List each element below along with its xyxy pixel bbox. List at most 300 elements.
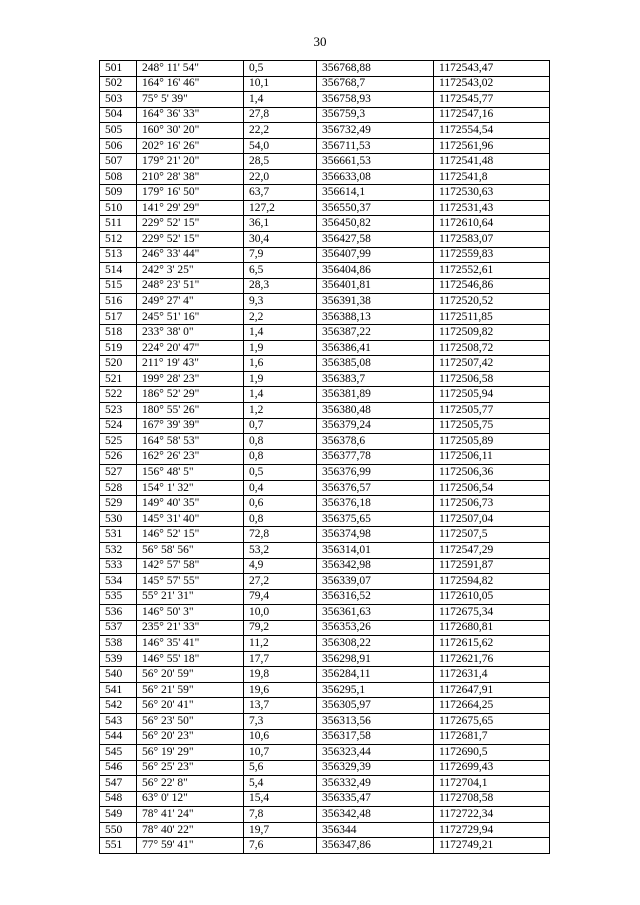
bearing-cell: 56° 21' 59" xyxy=(137,682,244,698)
table-row xyxy=(100,636,550,652)
y-coordinate-cell: 1172675,34 xyxy=(434,605,550,621)
bearing-cell: 145° 31' 40" xyxy=(137,511,244,527)
table-row xyxy=(100,154,550,170)
y-coordinate-cell: 1172594,82 xyxy=(434,574,550,590)
distance-cell: 13,7 xyxy=(244,698,317,714)
point-number-cell: 548 xyxy=(100,791,137,807)
coordinates-table xyxy=(99,60,550,854)
y-coordinate-cell: 1172543,47 xyxy=(434,61,550,77)
table-row xyxy=(100,496,550,512)
x-coordinate-cell: 356339,07 xyxy=(317,574,434,590)
point-number-cell: 543 xyxy=(100,713,137,729)
x-coordinate-cell: 356342,48 xyxy=(317,807,434,823)
distance-cell: 5,4 xyxy=(244,776,317,792)
distance-cell: 53,2 xyxy=(244,542,317,558)
x-coordinate-cell: 356404,86 xyxy=(317,263,434,279)
table-row xyxy=(100,511,550,527)
distance-cell: 30,4 xyxy=(244,232,317,248)
table-row xyxy=(100,729,550,745)
point-number-cell: 536 xyxy=(100,605,137,621)
y-coordinate-cell: 1172507,04 xyxy=(434,511,550,527)
point-number-cell: 501 xyxy=(100,61,137,77)
x-coordinate-cell: 356614,1 xyxy=(317,185,434,201)
x-coordinate-cell: 356378,6 xyxy=(317,434,434,450)
y-coordinate-cell: 1172541,48 xyxy=(434,154,550,170)
table-row xyxy=(100,574,550,590)
point-number-cell: 504 xyxy=(100,107,137,123)
distance-cell: 0,5 xyxy=(244,61,317,77)
bearing-cell: 149° 40' 35" xyxy=(137,496,244,512)
table-row xyxy=(100,605,550,621)
distance-cell: 1,2 xyxy=(244,403,317,419)
x-coordinate-cell: 356401,81 xyxy=(317,278,434,294)
x-coordinate-cell: 356317,58 xyxy=(317,729,434,745)
table-row xyxy=(100,263,550,279)
distance-cell: 10,7 xyxy=(244,745,317,761)
table-row xyxy=(100,403,550,419)
point-number-cell: 528 xyxy=(100,480,137,496)
y-coordinate-cell: 1172506,11 xyxy=(434,449,550,465)
point-number-cell: 542 xyxy=(100,698,137,714)
bearing-cell: 242° 3' 25" xyxy=(137,263,244,279)
x-coordinate-cell: 356375,65 xyxy=(317,511,434,527)
distance-cell: 9,3 xyxy=(244,294,317,310)
table-row xyxy=(100,232,550,248)
point-number-cell: 511 xyxy=(100,216,137,232)
x-coordinate-cell: 356332,49 xyxy=(317,776,434,792)
point-number-cell: 515 xyxy=(100,278,137,294)
x-coordinate-cell: 356347,86 xyxy=(317,838,434,854)
distance-cell: 7,6 xyxy=(244,838,317,854)
x-coordinate-cell: 356353,26 xyxy=(317,620,434,636)
bearing-cell: 146° 55' 18" xyxy=(137,651,244,667)
y-coordinate-cell: 1172505,89 xyxy=(434,434,550,450)
distance-cell: 5,6 xyxy=(244,760,317,776)
table-row xyxy=(100,527,550,543)
distance-cell: 79,4 xyxy=(244,589,317,605)
distance-cell: 15,4 xyxy=(244,791,317,807)
distance-cell: 79,2 xyxy=(244,620,317,636)
distance-cell: 28,5 xyxy=(244,154,317,170)
x-coordinate-cell: 356344 xyxy=(317,822,434,838)
point-number-cell: 544 xyxy=(100,729,137,745)
distance-cell: 10,1 xyxy=(244,76,317,92)
x-coordinate-cell: 356427,58 xyxy=(317,232,434,248)
table-row xyxy=(100,216,550,232)
table-row xyxy=(100,294,550,310)
distance-cell: 19,7 xyxy=(244,822,317,838)
y-coordinate-cell: 1172722,34 xyxy=(434,807,550,823)
point-number-cell: 508 xyxy=(100,169,137,185)
bearing-cell: 56° 22' 8" xyxy=(137,776,244,792)
x-coordinate-cell: 356376,99 xyxy=(317,465,434,481)
point-number-cell: 518 xyxy=(100,325,137,341)
x-coordinate-cell: 356377,78 xyxy=(317,449,434,465)
bearing-cell: 56° 58' 56" xyxy=(137,542,244,558)
x-coordinate-cell: 356342,98 xyxy=(317,558,434,574)
distance-cell: 36,1 xyxy=(244,216,317,232)
table-row xyxy=(100,465,550,481)
x-coordinate-cell: 356361,63 xyxy=(317,605,434,621)
point-number-cell: 530 xyxy=(100,511,137,527)
table-row xyxy=(100,200,550,216)
distance-cell: 0,8 xyxy=(244,449,317,465)
bearing-cell: 162° 26' 23" xyxy=(137,449,244,465)
y-coordinate-cell: 1172508,72 xyxy=(434,340,550,356)
bearing-cell: 77° 59' 41" xyxy=(137,838,244,854)
bearing-cell: 75° 5' 39" xyxy=(137,92,244,108)
bearing-cell: 180° 55' 26" xyxy=(137,403,244,419)
bearing-cell: 248° 11' 54" xyxy=(137,61,244,77)
distance-cell: 28,3 xyxy=(244,278,317,294)
x-coordinate-cell: 356329,39 xyxy=(317,760,434,776)
y-coordinate-cell: 1172615,62 xyxy=(434,636,550,652)
point-number-cell: 535 xyxy=(100,589,137,605)
distance-cell: 1,4 xyxy=(244,387,317,403)
distance-cell: 0,8 xyxy=(244,434,317,450)
y-coordinate-cell: 1172621,76 xyxy=(434,651,550,667)
table-row xyxy=(100,713,550,729)
distance-cell: 1,4 xyxy=(244,325,317,341)
bearing-cell: 160° 30' 20" xyxy=(137,123,244,139)
bearing-cell: 167° 39' 39" xyxy=(137,418,244,434)
point-number-cell: 519 xyxy=(100,340,137,356)
bearing-cell: 56° 23' 50" xyxy=(137,713,244,729)
table-row xyxy=(100,278,550,294)
y-coordinate-cell: 1172545,77 xyxy=(434,92,550,108)
x-coordinate-cell: 356316,52 xyxy=(317,589,434,605)
point-number-cell: 523 xyxy=(100,403,137,419)
bearing-cell: 229° 52' 15" xyxy=(137,216,244,232)
x-coordinate-cell: 356284,11 xyxy=(317,667,434,683)
y-coordinate-cell: 1172541,8 xyxy=(434,169,550,185)
table-row xyxy=(100,371,550,387)
bearing-cell: 142° 57' 58" xyxy=(137,558,244,574)
page-number: 30 xyxy=(313,34,327,49)
x-coordinate-cell: 356308,22 xyxy=(317,636,434,652)
distance-cell: 7,9 xyxy=(244,247,317,263)
point-number-cell: 520 xyxy=(100,356,137,372)
x-coordinate-cell: 356386,41 xyxy=(317,340,434,356)
x-coordinate-cell: 356314,01 xyxy=(317,542,434,558)
table-row xyxy=(100,558,550,574)
point-number-cell: 526 xyxy=(100,449,137,465)
distance-cell: 63,7 xyxy=(244,185,317,201)
y-coordinate-cell: 1172610,64 xyxy=(434,216,550,232)
x-coordinate-cell: 356376,57 xyxy=(317,480,434,496)
bearing-cell: 233° 38' 0" xyxy=(137,325,244,341)
distance-cell: 0,6 xyxy=(244,496,317,512)
table-row xyxy=(100,838,550,854)
bearing-cell: 229° 52' 15" xyxy=(137,232,244,248)
bearing-cell: 56° 20' 41" xyxy=(137,698,244,714)
point-number-cell: 550 xyxy=(100,822,137,838)
distance-cell: 19,6 xyxy=(244,682,317,698)
bearing-cell: 141° 29' 29" xyxy=(137,200,244,216)
y-coordinate-cell: 1172583,07 xyxy=(434,232,550,248)
y-coordinate-cell: 1172647,91 xyxy=(434,682,550,698)
distance-cell: 1,9 xyxy=(244,371,317,387)
x-coordinate-cell: 356661,53 xyxy=(317,154,434,170)
bearing-cell: 78° 40' 22" xyxy=(137,822,244,838)
y-coordinate-cell: 1172506,73 xyxy=(434,496,550,512)
distance-cell: 1,9 xyxy=(244,340,317,356)
distance-cell: 2,2 xyxy=(244,309,317,325)
distance-cell: 7,8 xyxy=(244,807,317,823)
bearing-cell: 199° 28' 23" xyxy=(137,371,244,387)
y-coordinate-cell: 1172505,77 xyxy=(434,403,550,419)
x-coordinate-cell: 356758,93 xyxy=(317,92,434,108)
bearing-cell: 202° 16' 26" xyxy=(137,138,244,154)
table-row xyxy=(100,107,550,123)
distance-cell: 72,8 xyxy=(244,527,317,543)
distance-cell: 54,0 xyxy=(244,138,317,154)
point-number-cell: 529 xyxy=(100,496,137,512)
table-row xyxy=(100,76,550,92)
x-coordinate-cell: 356376,18 xyxy=(317,496,434,512)
bearing-cell: 164° 58' 53" xyxy=(137,434,244,450)
x-coordinate-cell: 356768,7 xyxy=(317,76,434,92)
bearing-cell: 63° 0' 12" xyxy=(137,791,244,807)
bearing-cell: 154° 1' 32" xyxy=(137,480,244,496)
bearing-cell: 179° 21' 20" xyxy=(137,154,244,170)
distance-cell: 10,6 xyxy=(244,729,317,745)
table-row xyxy=(100,542,550,558)
y-coordinate-cell: 1172681,7 xyxy=(434,729,550,745)
table-row xyxy=(100,745,550,761)
table-row xyxy=(100,682,550,698)
y-coordinate-cell: 1172631,4 xyxy=(434,667,550,683)
table-row xyxy=(100,807,550,823)
bearing-cell: 56° 19' 29" xyxy=(137,745,244,761)
table-row xyxy=(100,169,550,185)
y-coordinate-cell: 1172530,63 xyxy=(434,185,550,201)
point-number-cell: 539 xyxy=(100,651,137,667)
table-row xyxy=(100,651,550,667)
bearing-cell: 145° 57' 55" xyxy=(137,574,244,590)
table-row xyxy=(100,434,550,450)
point-number-cell: 545 xyxy=(100,745,137,761)
y-coordinate-cell: 1172506,36 xyxy=(434,465,550,481)
x-coordinate-cell: 356298,91 xyxy=(317,651,434,667)
x-coordinate-cell: 356305,97 xyxy=(317,698,434,714)
y-coordinate-cell: 1172610,05 xyxy=(434,589,550,605)
x-coordinate-cell: 356633,08 xyxy=(317,169,434,185)
distance-cell: 10,0 xyxy=(244,605,317,621)
distance-cell: 11,2 xyxy=(244,636,317,652)
table-row xyxy=(100,123,550,139)
distance-cell: 0,4 xyxy=(244,480,317,496)
point-number-cell: 537 xyxy=(100,620,137,636)
table-row xyxy=(100,92,550,108)
point-number-cell: 516 xyxy=(100,294,137,310)
table-row xyxy=(100,340,550,356)
bearing-cell: 164° 16' 46" xyxy=(137,76,244,92)
y-coordinate-cell: 1172664,25 xyxy=(434,698,550,714)
distance-cell: 19,8 xyxy=(244,667,317,683)
bearing-cell: 56° 20' 59" xyxy=(137,667,244,683)
point-number-cell: 517 xyxy=(100,309,137,325)
x-coordinate-cell: 356388,13 xyxy=(317,309,434,325)
bearing-cell: 179° 16' 50" xyxy=(137,185,244,201)
x-coordinate-cell: 356380,48 xyxy=(317,403,434,419)
point-number-cell: 546 xyxy=(100,760,137,776)
point-number-cell: 551 xyxy=(100,838,137,854)
bearing-cell: 164° 36' 33" xyxy=(137,107,244,123)
bearing-cell: 224° 20' 47" xyxy=(137,340,244,356)
point-number-cell: 509 xyxy=(100,185,137,201)
y-coordinate-cell: 1172559,83 xyxy=(434,247,550,263)
point-number-cell: 549 xyxy=(100,807,137,823)
table-row xyxy=(100,138,550,154)
bearing-cell: 156° 48' 5" xyxy=(137,465,244,481)
y-coordinate-cell: 1172554,54 xyxy=(434,123,550,139)
point-number-cell: 521 xyxy=(100,371,137,387)
point-number-cell: 540 xyxy=(100,667,137,683)
point-number-cell: 527 xyxy=(100,465,137,481)
y-coordinate-cell: 1172520,52 xyxy=(434,294,550,310)
y-coordinate-cell: 1172749,21 xyxy=(434,838,550,854)
table-row xyxy=(100,698,550,714)
table-row xyxy=(100,480,550,496)
y-coordinate-cell: 1172505,94 xyxy=(434,387,550,403)
bearing-cell: 56° 20' 23" xyxy=(137,729,244,745)
distance-cell: 0,8 xyxy=(244,511,317,527)
bearing-cell: 146° 52' 15" xyxy=(137,527,244,543)
y-coordinate-cell: 1172699,43 xyxy=(434,760,550,776)
point-number-cell: 502 xyxy=(100,76,137,92)
y-coordinate-cell: 1172675,65 xyxy=(434,713,550,729)
distance-cell: 17,7 xyxy=(244,651,317,667)
point-number-cell: 538 xyxy=(100,636,137,652)
y-coordinate-cell: 1172708,58 xyxy=(434,791,550,807)
x-coordinate-cell: 356387,22 xyxy=(317,325,434,341)
y-coordinate-cell: 1172547,29 xyxy=(434,542,550,558)
y-coordinate-cell: 1172552,61 xyxy=(434,263,550,279)
y-coordinate-cell: 1172507,42 xyxy=(434,356,550,372)
x-coordinate-cell: 356711,53 xyxy=(317,138,434,154)
bearing-cell: 246° 33' 44" xyxy=(137,247,244,263)
x-coordinate-cell: 356759,3 xyxy=(317,107,434,123)
distance-cell: 22,2 xyxy=(244,123,317,139)
y-coordinate-cell: 1172506,58 xyxy=(434,371,550,387)
table-row xyxy=(100,325,550,341)
table-row xyxy=(100,185,550,201)
distance-cell: 22,0 xyxy=(244,169,317,185)
bearing-cell: 245° 51' 16" xyxy=(137,309,244,325)
table-row xyxy=(100,667,550,683)
point-number-cell: 531 xyxy=(100,527,137,543)
distance-cell: 1,6 xyxy=(244,356,317,372)
point-number-cell: 510 xyxy=(100,200,137,216)
bearing-cell: 55° 21' 31" xyxy=(137,589,244,605)
coordinates-table-body xyxy=(100,61,550,854)
point-number-cell: 534 xyxy=(100,574,137,590)
x-coordinate-cell: 356323,44 xyxy=(317,745,434,761)
y-coordinate-cell: 1172505,75 xyxy=(434,418,550,434)
distance-cell: 1,4 xyxy=(244,92,317,108)
x-coordinate-cell: 356768,88 xyxy=(317,61,434,77)
x-coordinate-cell: 356550,37 xyxy=(317,200,434,216)
point-number-cell: 541 xyxy=(100,682,137,698)
bearing-cell: 186° 52' 29" xyxy=(137,387,244,403)
table-row xyxy=(100,387,550,403)
point-number-cell: 505 xyxy=(100,123,137,139)
point-number-cell: 522 xyxy=(100,387,137,403)
table-row xyxy=(100,449,550,465)
point-number-cell: 532 xyxy=(100,542,137,558)
table-row xyxy=(100,760,550,776)
point-number-cell: 503 xyxy=(100,92,137,108)
point-number-cell: 512 xyxy=(100,232,137,248)
bearing-cell: 56° 25' 23" xyxy=(137,760,244,776)
table-row xyxy=(100,309,550,325)
bearing-cell: 211° 19' 43" xyxy=(137,356,244,372)
y-coordinate-cell: 1172591,87 xyxy=(434,558,550,574)
y-coordinate-cell: 1172704,1 xyxy=(434,776,550,792)
x-coordinate-cell: 356374,98 xyxy=(317,527,434,543)
y-coordinate-cell: 1172680,81 xyxy=(434,620,550,636)
point-number-cell: 547 xyxy=(100,776,137,792)
y-coordinate-cell: 1172690,5 xyxy=(434,745,550,761)
y-coordinate-cell: 1172543,02 xyxy=(434,76,550,92)
bearing-cell: 146° 35' 41" xyxy=(137,636,244,652)
x-coordinate-cell: 356450,82 xyxy=(317,216,434,232)
y-coordinate-cell: 1172547,16 xyxy=(434,107,550,123)
x-coordinate-cell: 356383,7 xyxy=(317,371,434,387)
x-coordinate-cell: 356381,89 xyxy=(317,387,434,403)
table-row xyxy=(100,418,550,434)
y-coordinate-cell: 1172561,96 xyxy=(434,138,550,154)
table-row xyxy=(100,791,550,807)
distance-cell: 0,5 xyxy=(244,465,317,481)
point-number-cell: 506 xyxy=(100,138,137,154)
x-coordinate-cell: 356407,99 xyxy=(317,247,434,263)
bearing-cell: 78° 41' 24" xyxy=(137,807,244,823)
point-number-cell: 514 xyxy=(100,263,137,279)
bearing-cell: 248° 23' 51" xyxy=(137,278,244,294)
distance-cell: 127,2 xyxy=(244,200,317,216)
bearing-cell: 235° 21' 33" xyxy=(137,620,244,636)
x-coordinate-cell: 356391,38 xyxy=(317,294,434,310)
table-row xyxy=(100,356,550,372)
x-coordinate-cell: 356295,1 xyxy=(317,682,434,698)
table-row xyxy=(100,620,550,636)
y-coordinate-cell: 1172506,54 xyxy=(434,480,550,496)
y-coordinate-cell: 1172507,5 xyxy=(434,527,550,543)
distance-cell: 4,9 xyxy=(244,558,317,574)
y-coordinate-cell: 1172531,43 xyxy=(434,200,550,216)
table-row xyxy=(100,822,550,838)
bearing-cell: 210° 28' 38" xyxy=(137,169,244,185)
table-row xyxy=(100,776,550,792)
y-coordinate-cell: 1172509,82 xyxy=(434,325,550,341)
point-number-cell: 524 xyxy=(100,418,137,434)
point-number-cell: 533 xyxy=(100,558,137,574)
bearing-cell: 146° 50' 3" xyxy=(137,605,244,621)
distance-cell: 0,7 xyxy=(244,418,317,434)
x-coordinate-cell: 356379,24 xyxy=(317,418,434,434)
x-coordinate-cell: 356313,56 xyxy=(317,713,434,729)
table-row xyxy=(100,589,550,605)
x-coordinate-cell: 356732,49 xyxy=(317,123,434,139)
x-coordinate-cell: 356335,47 xyxy=(317,791,434,807)
table-row xyxy=(100,247,550,263)
distance-cell: 7,3 xyxy=(244,713,317,729)
table-row xyxy=(100,61,550,77)
y-coordinate-cell: 1172729,94 xyxy=(434,822,550,838)
x-coordinate-cell: 356385,08 xyxy=(317,356,434,372)
